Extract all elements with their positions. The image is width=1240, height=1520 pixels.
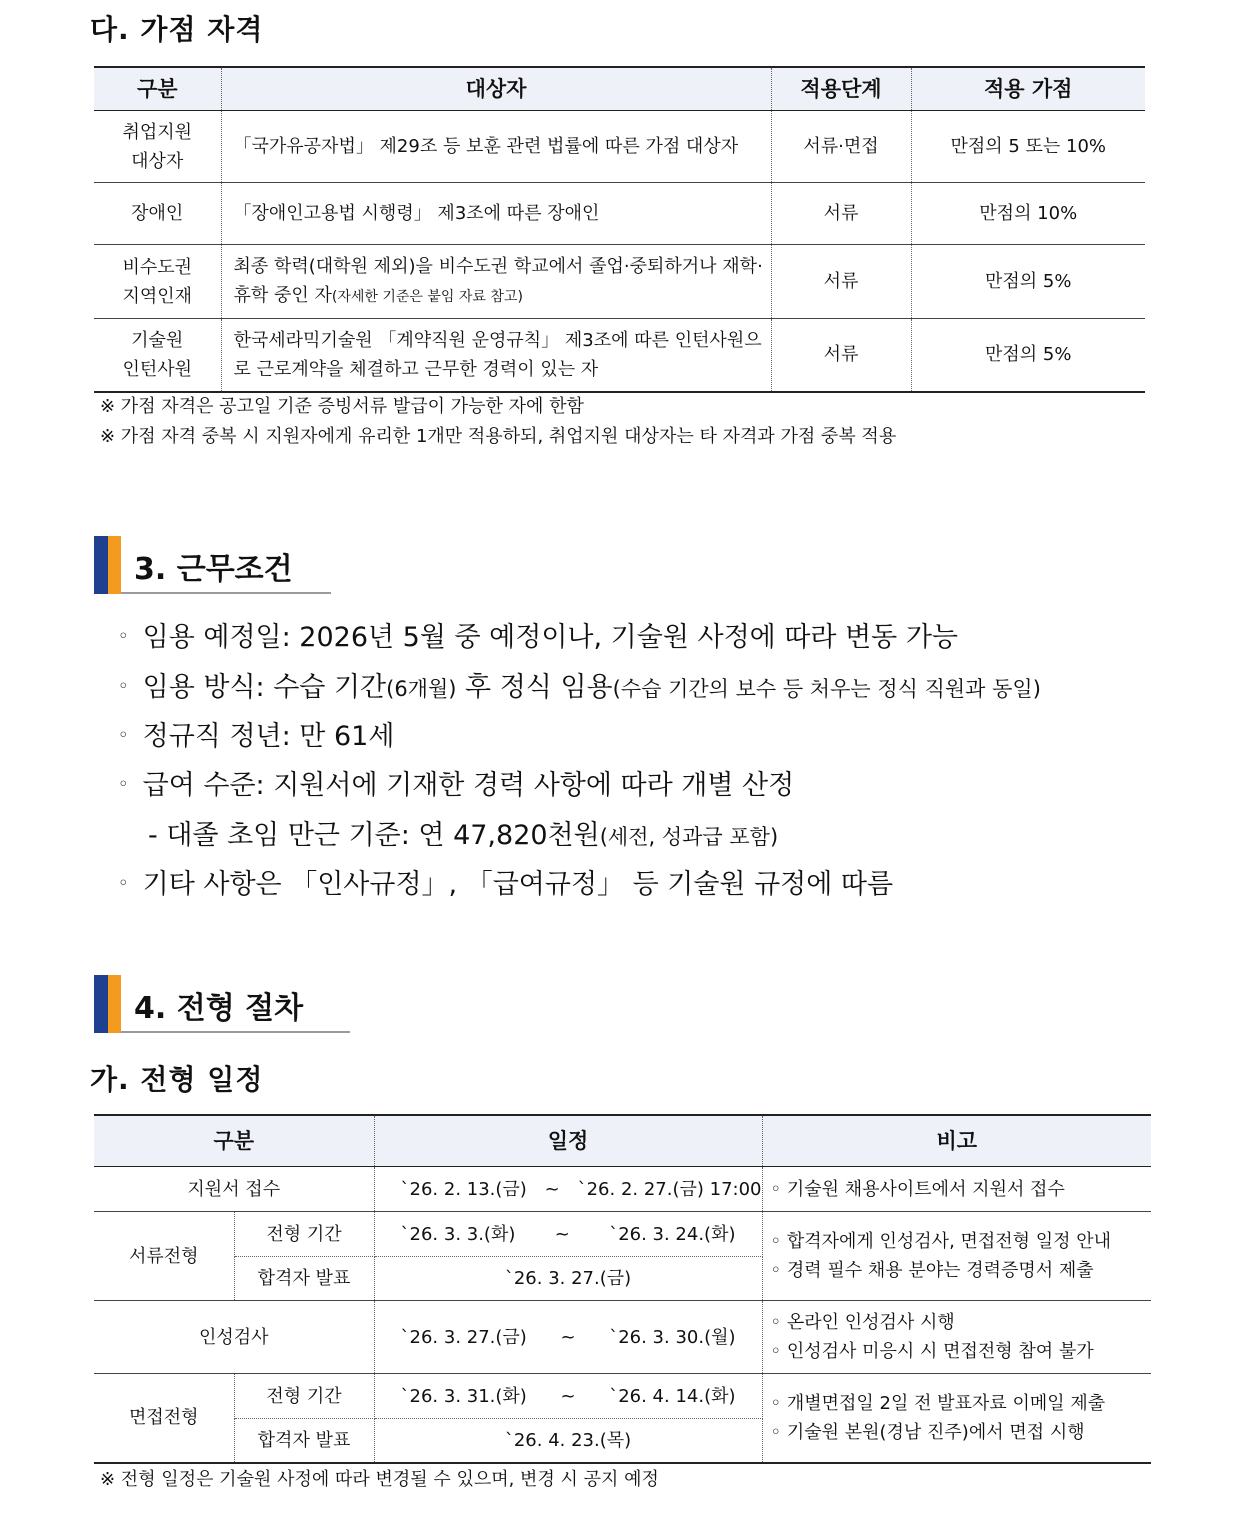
bullet-text: 기타 사항은 「인사규정」, 「급여규정」 등 기술원 규정에 따름 bbox=[142, 869, 894, 900]
table-row bbox=[94, 1212, 1151, 1257]
heading-bar-accent bbox=[108, 975, 121, 1033]
section-ga-title: 가. 전형 일정 bbox=[90, 1063, 264, 1096]
bullet-text: 후 정식 임용 bbox=[456, 672, 613, 703]
remark-cell bbox=[762, 1212, 1151, 1301]
stage-cell: 서류 bbox=[771, 245, 911, 319]
points-cell: 만점의 5 또는 10% bbox=[911, 111, 1145, 183]
date-to: `26. 4. 14.(화) bbox=[609, 1385, 736, 1407]
bullet-etc bbox=[118, 862, 893, 901]
date-from: `26. 3. 3.(화) bbox=[400, 1223, 516, 1245]
bullet-icon: ◦ bbox=[118, 626, 129, 647]
remark-line: ◦ 경력 필수 채용 분야는 경력증명서 제출 bbox=[770, 1260, 1094, 1281]
subcategory-cell: 합격자 발표 bbox=[234, 1257, 374, 1301]
category-cell: 인성검사 bbox=[94, 1301, 374, 1374]
schedule-cell: `26. 3. 27.(금) bbox=[374, 1257, 762, 1301]
subcategory-cell: 전형 기간 bbox=[234, 1212, 374, 1257]
bullet-retire-age bbox=[118, 714, 394, 753]
column-header: 대상자 bbox=[221, 67, 771, 111]
table-row bbox=[94, 1167, 1151, 1212]
category-cell: 장애인 bbox=[94, 183, 221, 245]
section-4-heading bbox=[94, 975, 334, 1033]
bullet-text: 임용 예정일: 2026년 5월 중 예정이나, 기술원 사정에 따라 변동 가능 bbox=[142, 622, 958, 653]
subcategory-cell: 합격자 발표 bbox=[234, 1419, 374, 1463]
bullet-text: - 대졸 초임 만근 기준: 연 47,820천원 bbox=[148, 820, 600, 851]
schedule-cell bbox=[374, 1374, 762, 1419]
table-row bbox=[94, 319, 1145, 392]
date-to: `26. 3. 24.(화) bbox=[609, 1223, 736, 1245]
schedule-cell bbox=[374, 1301, 762, 1374]
section-3-heading bbox=[94, 536, 334, 594]
points-cell: 만점의 5% bbox=[911, 319, 1145, 392]
table-row bbox=[94, 183, 1145, 245]
section-3-title: 3. 근무조건 bbox=[134, 552, 293, 587]
bonus-note-2: ※ 가점 자격 중복 시 지원자에게 유리한 1개만 적용하되, 취업지원 대상자는 타 자격과 가점 중복 적용 bbox=[100, 426, 897, 447]
heading-bar bbox=[94, 975, 108, 1033]
category-cell: 비수도권 지역인재 bbox=[94, 245, 221, 319]
target-cell bbox=[221, 245, 771, 319]
tilde: ~ bbox=[554, 1223, 570, 1245]
heading-bar-accent bbox=[108, 536, 121, 594]
remark-cell bbox=[762, 1374, 1151, 1463]
remark-cell: ◦ 기술원 채용사이트에서 지원서 접수 bbox=[762, 1167, 1151, 1212]
target-cell: 「국가유공자법」 제29조 등 보훈 관련 법률에 따른 가점 대상자 bbox=[221, 111, 771, 183]
column-header: 일정 bbox=[374, 1115, 762, 1167]
remark-line: ◦ 개별면접일 2일 전 발표자료 이메일 제출 bbox=[770, 1392, 1106, 1414]
section-4-title: 4. 전형 절차 bbox=[134, 991, 304, 1026]
column-header: 적용단계 bbox=[771, 67, 911, 111]
column-header: 비고 bbox=[762, 1115, 1151, 1167]
bullet-text: 급여 수준: 지원서에 기재한 경력 사항에 따라 개별 산정 bbox=[142, 770, 795, 801]
tilde: ~ bbox=[544, 1178, 560, 1200]
bullet-text: 정규직 정년: 만 61세 bbox=[142, 721, 395, 752]
heading-underline bbox=[121, 592, 331, 594]
heading-bar bbox=[94, 536, 108, 594]
bullet-paren: (세전, 성과급 포함) bbox=[599, 825, 779, 849]
table-row bbox=[94, 111, 1145, 183]
stage-cell: 서류 bbox=[771, 319, 911, 392]
bullet-appoint-method bbox=[118, 665, 1041, 704]
column-header: 구분 bbox=[94, 1115, 374, 1167]
section-da-title: 다. 가점 자격 bbox=[90, 13, 264, 46]
bullet-paren: (수습 기간의 보수 등 처우는 정식 직원과 동일) bbox=[612, 677, 1041, 701]
stage-cell: 서류 bbox=[771, 183, 911, 245]
bullet-icon: ◦ bbox=[118, 873, 129, 894]
bullet-appoint-date bbox=[118, 615, 958, 654]
tilde: ~ bbox=[560, 1385, 576, 1407]
target-text: 최종 학력(대학원 제외)을 비수도권 학교에서 졸업·중퇴하거나 재학·휴학 중인 자 bbox=[233, 255, 763, 306]
date-from: `26. 3. 31.(화) bbox=[400, 1385, 527, 1407]
target-note: (자세한 기준은 붙임 자료 참고) bbox=[331, 288, 523, 305]
bullet-salary-detail bbox=[148, 813, 778, 852]
table-row bbox=[94, 245, 1145, 319]
category-cell: 면접전형 bbox=[94, 1374, 234, 1463]
schedule-cell: `26. 4. 23.(목) bbox=[374, 1419, 762, 1463]
subcategory-cell: 전형 기간 bbox=[234, 1374, 374, 1419]
heading-underline bbox=[121, 1031, 350, 1033]
column-header: 구분 bbox=[94, 67, 221, 111]
bonus-points-table bbox=[94, 66, 1145, 393]
column-header: 적용 가점 bbox=[911, 67, 1145, 111]
tilde: ~ bbox=[560, 1326, 576, 1348]
bullet-icon: ◦ bbox=[118, 725, 129, 746]
table-header-row bbox=[94, 1115, 1151, 1167]
table-row bbox=[94, 1374, 1151, 1419]
schedule-table bbox=[94, 1114, 1151, 1464]
table-header-row bbox=[94, 67, 1145, 111]
category-cell: 취업지원 대상자 bbox=[94, 111, 221, 183]
bullet-paren: (6개월) bbox=[386, 677, 457, 701]
date-from: `26. 3. 27.(금) bbox=[400, 1326, 527, 1348]
bullet-salary bbox=[118, 763, 794, 802]
schedule-cell bbox=[374, 1167, 762, 1212]
remark-line: ◦ 인성검사 미응시 시 면접전형 참여 불가 bbox=[770, 1341, 1094, 1362]
table-row bbox=[94, 1301, 1151, 1374]
target-cell: 「장애인고용법 시행령」 제3조에 따른 장애인 bbox=[221, 183, 771, 245]
bullet-icon: ◦ bbox=[118, 676, 129, 697]
category-cell: 기술원 인턴사원 bbox=[94, 319, 221, 392]
category-cell: 지원서 접수 bbox=[94, 1167, 374, 1212]
bonus-note-1: ※ 가점 자격은 공고일 기준 증빙서류 발급이 가능한 자에 한함 bbox=[100, 396, 584, 417]
stage-cell: 서류·면접 bbox=[771, 111, 911, 183]
bullet-text: 임용 방식: 수습 기간 bbox=[142, 672, 387, 703]
target-cell: 한국세라믹기술원 「계약직원 운영규칙」 제3조에 따른 인턴사원으로 근로계약을 체결하고 근무한 경력이 있는 자 bbox=[221, 319, 771, 392]
remark-line: ◦ 합격자에게 인성검사, 면접전형 일정 안내 bbox=[770, 1231, 1112, 1252]
date-to: `26. 3. 30.(월) bbox=[609, 1326, 736, 1348]
remark-cell bbox=[762, 1301, 1151, 1374]
date-from: `26. 2. 13.(금) bbox=[400, 1178, 527, 1200]
date-to: `26. 2. 27.(금) 17:00 bbox=[577, 1178, 762, 1200]
remark-line: ◦ 온라인 인성검사 시행 bbox=[770, 1312, 955, 1333]
category-cell: 서류전형 bbox=[94, 1212, 234, 1301]
remark-line: ◦ 기술원 본원(경남 진주)에서 면접 시행 bbox=[770, 1421, 1085, 1443]
schedule-note: ※ 전형 일정은 기술원 사정에 따라 변경될 수 있으며, 변경 시 공지 예정 bbox=[100, 1469, 659, 1490]
points-cell: 만점의 5% bbox=[911, 245, 1145, 319]
bullet-icon: ◦ bbox=[118, 774, 129, 795]
schedule-cell bbox=[374, 1212, 762, 1257]
points-cell: 만점의 10% bbox=[911, 183, 1145, 245]
